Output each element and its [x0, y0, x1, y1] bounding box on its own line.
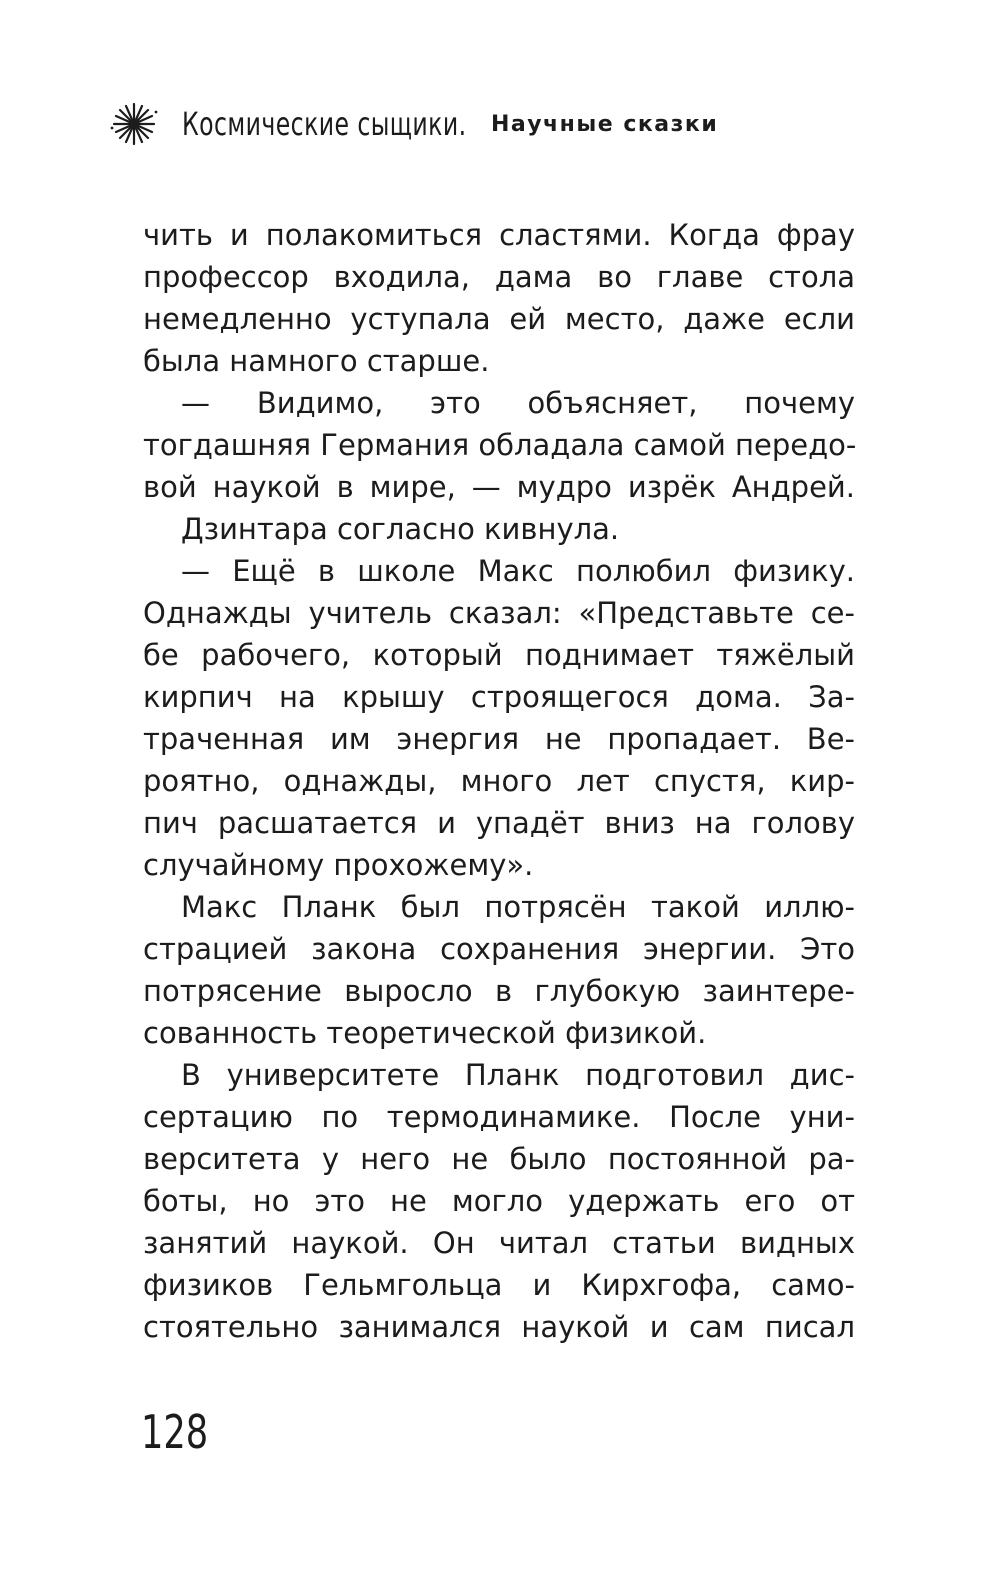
text-line: была намного старше. [143, 344, 490, 378]
text-line: боты, но это не могло удержать его от [143, 1184, 855, 1218]
text-line: физиков Гельмгольца и Кирхгофа, само- [143, 1268, 855, 1302]
text-line: чить и полакомиться сластями. Когда фрау [143, 218, 855, 252]
text-line: тогдашняя Германия обладала самой передо- [143, 428, 857, 462]
text-line: сертацию по термодинамике. После уни- [143, 1100, 855, 1134]
text-line: кирпич на крышу строящегося дома. За- [143, 680, 855, 714]
series-title: Космические сыщики. [182, 105, 467, 143]
text-line: профессор входила, дама во главе стола [143, 260, 855, 294]
text-line: потрясение выросло в глубокую заинтере- [143, 974, 855, 1008]
text-line: страцией закона сохранения энергии. Это [143, 932, 855, 966]
text-line: — Видимо, это объясняет, почему [181, 386, 855, 420]
text-line: роятно, однажды, много лет спустя, кир- [143, 764, 855, 798]
series-subtitle: Научные сказки [490, 111, 719, 137]
running-header [108, 96, 718, 152]
text-line: Макс Планк был потрясён такой иллю- [181, 890, 855, 924]
text-line: немедленно уступала ей место, даже если [143, 302, 855, 336]
text-line: сованность теоретической физикой. [143, 1016, 707, 1050]
text-line: вой наукой в мире, — мудро изрёк Андрей. [143, 470, 855, 504]
star-icon [108, 98, 160, 150]
text-line: пич расшатается и упадёт вниз на голову [143, 806, 855, 840]
text-line: В университете Планк подготовил дис- [181, 1058, 855, 1092]
text-line: Однажды учитель сказал: «Представьте се- [143, 596, 855, 630]
text-line: стоятельно занимался наукой и сам писал [143, 1310, 855, 1344]
page-number: 128 [141, 1405, 209, 1459]
text-line: — Ещё в школе Макс полюбил физику. [181, 554, 855, 588]
text-line: верситета у него не было постоянной ра- [143, 1142, 855, 1176]
text-line: Дзинтара согласно кивнула. [181, 512, 620, 546]
text-line: бе рабочего, который поднимает тяжёлый [143, 638, 855, 672]
text-line: случайному прохожему». [143, 848, 534, 882]
text-line: занятий наукой. Он читал статьи видных [143, 1226, 855, 1260]
text-line: траченная им энергия не пропадает. Ве- [143, 722, 855, 756]
body-text [143, 214, 855, 1348]
